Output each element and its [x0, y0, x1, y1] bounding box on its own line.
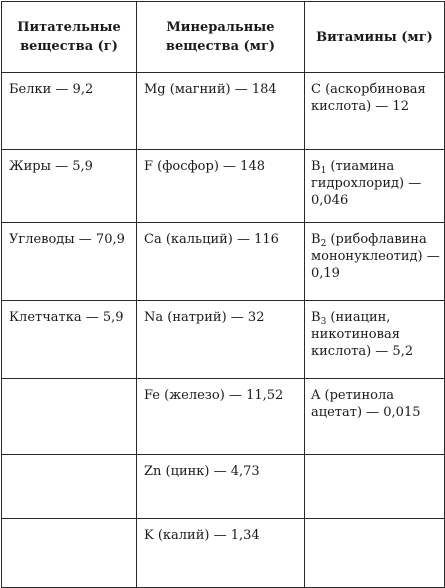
vitamin-cell: [305, 223, 445, 301]
table-row: [2, 150, 445, 223]
nutrition-table: [1, 1, 445, 588]
mineral-cell: F (фосфор) — 148: [137, 150, 305, 223]
table-row: [2, 73, 445, 150]
vitamin-cell: [305, 150, 445, 223]
vitamin-detail: (рибофлавина мононуклеотид) — 0,19: [311, 232, 440, 281]
vitamin-cell: [305, 519, 445, 588]
vitamin-cell: [305, 301, 445, 379]
mineral-cell: K (калий) — 1,34: [137, 519, 305, 588]
table-row: [2, 455, 445, 519]
vitamin-subscript: 3: [320, 317, 327, 327]
vitamin-cell: [305, 379, 445, 455]
vitamin-name: C (аскорбиновая кислота) — 12: [311, 82, 426, 114]
nutrient-cell: Жиры — 5,9: [2, 150, 137, 223]
header-row: [2, 2, 445, 73]
mineral-cell: Zn (цинк) — 4,73: [137, 455, 305, 519]
header-nutrients: Питательные вещества (г): [2, 2, 137, 73]
vitamin-cell: [305, 455, 445, 519]
mineral-cell: Fe (железо) — 11,52: [137, 379, 305, 455]
mineral-cell: Mg (магний) — 184: [137, 73, 305, 150]
table-row: [2, 301, 445, 379]
vitamin-name: A (ретинола ацетат) — 0,015: [311, 388, 421, 420]
header-minerals: Минеральные вещества (мг): [137, 2, 305, 73]
table-row: [2, 223, 445, 301]
mineral-cell: Na (натрий) — 32: [137, 301, 305, 379]
header-vitamins: Витамины (мг): [305, 2, 445, 73]
vitamin-name: B: [311, 159, 321, 174]
vitamin-detail: (тиамина гидрохлорид) — 0,046: [311, 159, 422, 208]
nutrient-cell: Углеводы — 70,9: [2, 223, 137, 301]
vitamin-detail: (ниацин, никотиновая кислота) — 5,2: [311, 310, 414, 359]
vitamin-subscript: 2: [320, 239, 327, 249]
mineral-cell: Ca (кальций) — 116: [137, 223, 305, 301]
nutrient-cell: Белки — 9,2: [2, 73, 137, 150]
vitamin-subscript: 1: [320, 166, 327, 176]
vitamin-name: B: [311, 232, 321, 247]
nutrient-cell: [2, 379, 137, 455]
nutrient-cell: Клетчатка — 5,9: [2, 301, 137, 379]
nutrient-cell: [2, 455, 137, 519]
nutrient-cell: [2, 519, 137, 588]
table-row: [2, 519, 445, 588]
vitamin-name: B: [311, 310, 321, 325]
vitamin-cell: [305, 73, 445, 150]
table-row: [2, 379, 445, 455]
